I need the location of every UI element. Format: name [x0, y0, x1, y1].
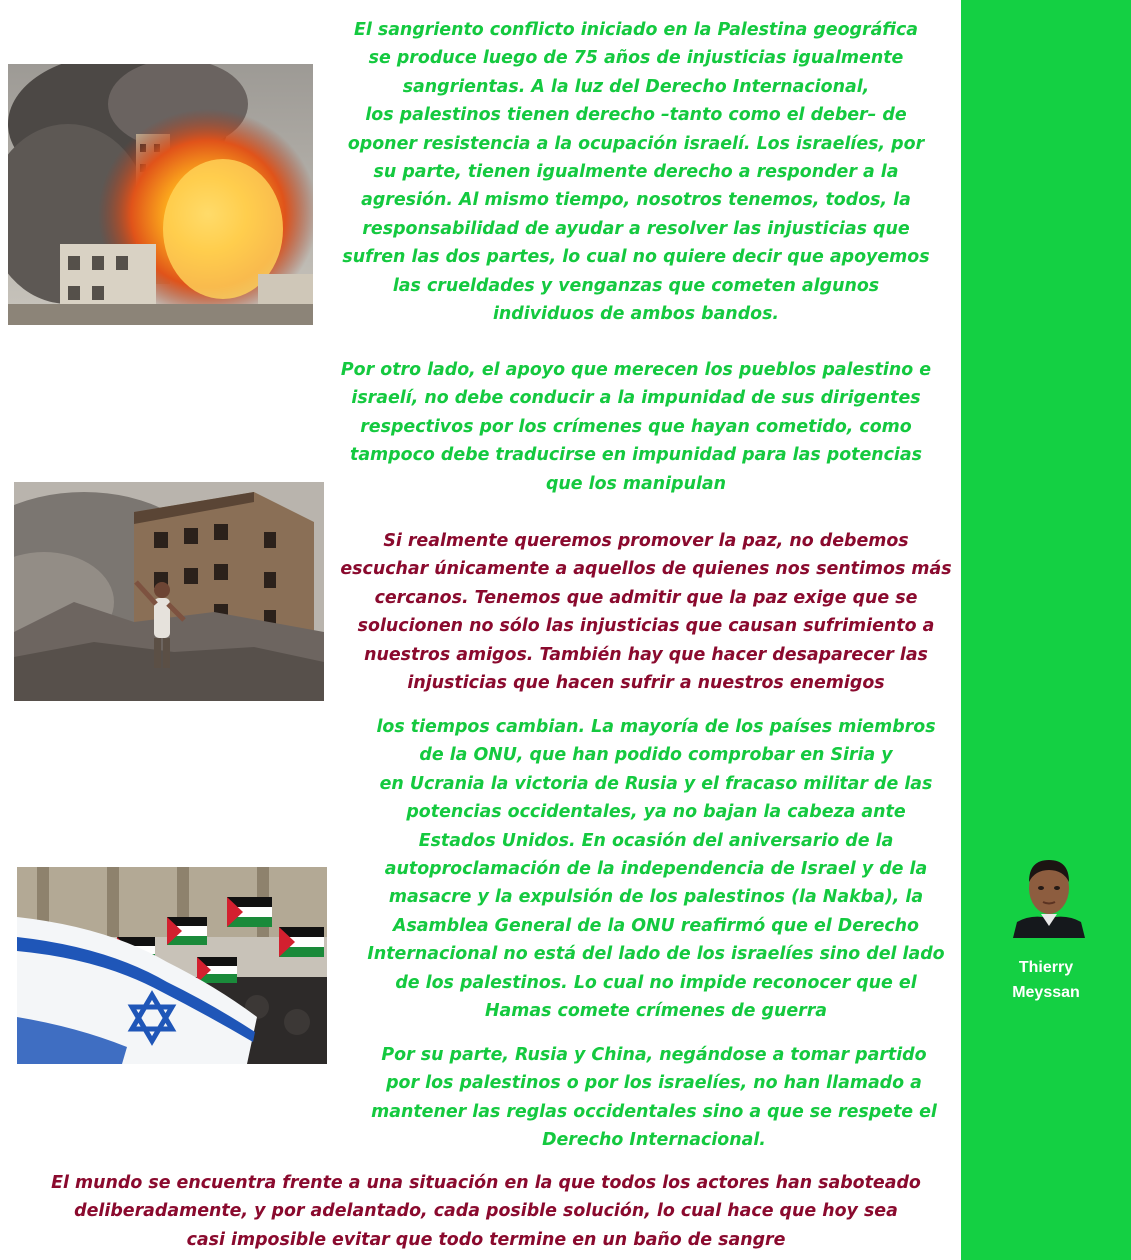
paragraph-5: Por su parte, Rusia y China, negándose a tomar partido por los palestinos o por los israelíes, no han llamado a mantener las reglas occidentales sino a que se respete el Derecho Internacional.: [371, 1045, 937, 1151]
paragraph-4: los tiempos cambian. La mayoría de los países miembros de la ONU, que han podido comprobar en Siria y en Ucrania la victoria de Rusia y el fracaso militar de las potencias occidentales, ya no bajan la cabeza ante Estados Unidos. En ocasión del aniversario de la autoproclamación de la independencia de Israel y de la masacre y la expulsión de los palestinos (la Nakba), la Asamblea General de la ONU reafirmó que el Derecho Internacional no está del lado de los israelíes sino del lado de los palestinos. Lo cual no impide reconocer que el Hamas comete crímenes de guerra: [367, 717, 945, 1022]
paragraph-3: Si realmente queremos promover la paz, no debemos escuchar únicamente a aquellos de quienes nos sentimos más cercanos. Tenemos que admitir que la paz exige que se solucionen no sólo las injusticias que causan sufrimiento a nuestros amigos. También hay que hacer desaparecer las injusticias que hacen sufrir a nuestros enemigos: [340, 531, 952, 694]
protest-flags-photo: [17, 867, 327, 1064]
paragraph-2: Por otro lado, el apoyo que merecen los pueblos palestino e israelí, no debe conducir a la impunidad de sus dirigentes respectivos por los crímenes que hayan cometido, como tampoco debe traducirse en impunidad para las potencias que los manipulan: [340, 360, 932, 494]
green-sidebar: [961, 0, 1131, 1260]
paragraph-6: El mundo se encuentra frente a una situación en la que todos los actores han saboteado deliberadamente, y por adelantado, cada posible solución, lo cual hace que hoy sea casi imposible evitar que todo termine en un baño de sangre: [51, 1173, 921, 1250]
paragraph-1: El sangriento conflicto iniciado en la Palestina geográfica se produce luego de 75 años de injusticias igualmente sangrientas. A la luz del Derecho Internacional, los palestinos tienen derecho –tanto como el deber– de oponer resistencia a la ocupación israelí. Los israelíes, por su parte, tienen igualmente derecho a responder a la agresión. Al mismo tiempo, nosotros tenemos, todos, la responsabilidad de ayudar a resolver las injusticias que sufren las dos partes, lo cual no quiere decir que apoyemos las crueldades y venganzas que cometen algunos individuos de ambos bandos.: [342, 20, 930, 325]
destroyed-buildings-photo: [14, 482, 324, 701]
author-card[interactable]: [1007, 828, 1091, 940]
author-name[interactable]: Thierry Meyssan: [1012, 959, 1080, 1001]
building-explosion-photo: [8, 64, 313, 325]
author-portrait-photo: [1011, 848, 1087, 938]
